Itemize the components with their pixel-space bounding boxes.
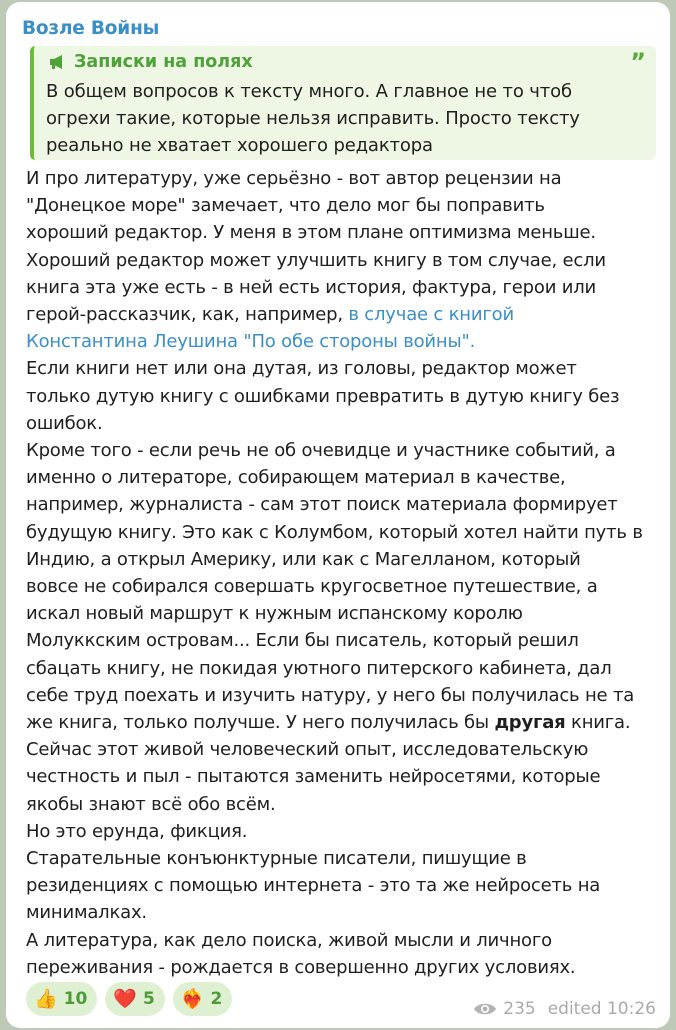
reaction-count: 5 xyxy=(143,989,155,1009)
text-line: А литература, как дело поиска, живой мысли и личного xyxy=(26,929,552,951)
quote-text xyxy=(46,79,646,159)
text-line: якобы знают всё обо всём. xyxy=(26,793,276,815)
text-line xyxy=(26,328,666,355)
text-segment: книга. xyxy=(565,712,631,734)
text-line: вовсе не собирался совершать кругосветное путешествие, а xyxy=(26,576,598,598)
text-line: Если книги нет или она дутая, из головы, редактор может xyxy=(26,358,577,380)
text-line xyxy=(26,301,666,328)
text-line: переживания - рождается в совершенно других условиях. xyxy=(26,956,576,978)
book-link-continued[interactable]: Константина Леушина "По обе стороны войны". xyxy=(26,331,476,353)
sender-name[interactable]: Возле Войны xyxy=(22,18,160,39)
text-line: Старательные конъюнктурные писатели, пишущие в xyxy=(26,848,527,870)
text-line xyxy=(26,709,666,736)
text-line: Молуккским островам... Если бы писатель, который решил xyxy=(26,630,579,652)
reaction-count: 2 xyxy=(210,989,223,1009)
text-segment: герой-рассказчик, как, например, xyxy=(26,304,349,326)
view-count: 235 xyxy=(503,999,536,1019)
text-line: резиденциях с помощью интернета - это та же нейросеть на xyxy=(26,875,601,897)
text-line: себе труд поехать и изучить натуру, у него бы получилась не та xyxy=(26,684,635,706)
text-line: искал новый маршрут к нужным испанскому королю xyxy=(26,603,523,625)
text-line: будущую книгу. Это как с Колумбом, который хотел найти путь в xyxy=(26,521,643,543)
quote-line: реально не хватает хорошего редактора xyxy=(46,134,433,156)
megaphone-icon xyxy=(48,53,68,71)
text-line: Индию, а открыл Америку, или как с Магелланом, который xyxy=(26,548,581,570)
forwarded-quote[interactable] xyxy=(30,46,656,160)
heart-on-fire-icon: ❤️‍🔥 xyxy=(180,988,205,1010)
reaction-heart[interactable] xyxy=(105,982,165,1016)
message-meta xyxy=(473,999,656,1019)
message-text xyxy=(26,165,666,981)
text-line: ошибок. xyxy=(26,412,103,434)
text-line: именно о литераторе, собирающем материал в качестве, xyxy=(26,467,566,489)
quote-mark-icon: ” xyxy=(630,48,646,76)
text-line: И про литературу, уже серьёзно - вот автор рецензии на xyxy=(26,168,562,189)
text-line: минималках. xyxy=(26,902,147,924)
text-line: книга эта уже есть - в ней есть история, фактура, герои или xyxy=(26,276,597,298)
reaction-thumbs-up[interactable] xyxy=(26,982,97,1016)
text-segment: же книга, только получше. У него получилась бы xyxy=(26,712,495,734)
text-line: например, журналиста - сам этот поиск материала формирует xyxy=(26,494,618,516)
text-line: Кроме того - если речь не об очевидце и участнике событий, а xyxy=(26,440,616,462)
edited-time: edited 10:26 xyxy=(547,999,656,1019)
text-line: "Донецкое море" замечает, что дело мог бы поправить xyxy=(26,195,545,217)
bold-word: другая xyxy=(494,712,566,734)
thumbs-up-icon: 👍 xyxy=(34,988,58,1010)
reaction-count: 10 xyxy=(63,989,88,1009)
text-line: Сейчас этот живой человеческий опыт, исследовательскую xyxy=(26,739,589,761)
eye-icon xyxy=(473,1001,497,1017)
text-line: только дутую книгу с ошибками превратить в дутую книгу без xyxy=(26,385,620,407)
text-line: Но это ерунда, фикция. xyxy=(26,820,248,842)
heart-icon: ❤️ xyxy=(113,988,138,1010)
reactions-bar xyxy=(26,982,232,1016)
message-bubble xyxy=(6,2,670,1028)
quote-title: Записки на полях xyxy=(74,52,253,72)
reaction-heart-on-fire[interactable] xyxy=(173,982,233,1016)
quote-line: В общем вопросов к тексту много. А главное не то чтоб xyxy=(46,81,572,102)
quote-header xyxy=(48,52,253,72)
text-line: сбацать книгу, не покидая уютного питерского кабинета, дал xyxy=(26,657,612,679)
book-link[interactable]: в случае с книгой xyxy=(348,304,514,326)
text-line: честность и пыл - пытаются заменить нейросетями, которые xyxy=(26,766,601,788)
text-line: Хороший редактор может улучшить книгу в том случае, если xyxy=(26,249,606,271)
text-line: хороший редактор. У меня в этом плане оптимизма меньше. xyxy=(26,222,596,244)
quote-line: огрехи такие, которые нельзя исправить. Просто тексту xyxy=(46,107,580,129)
